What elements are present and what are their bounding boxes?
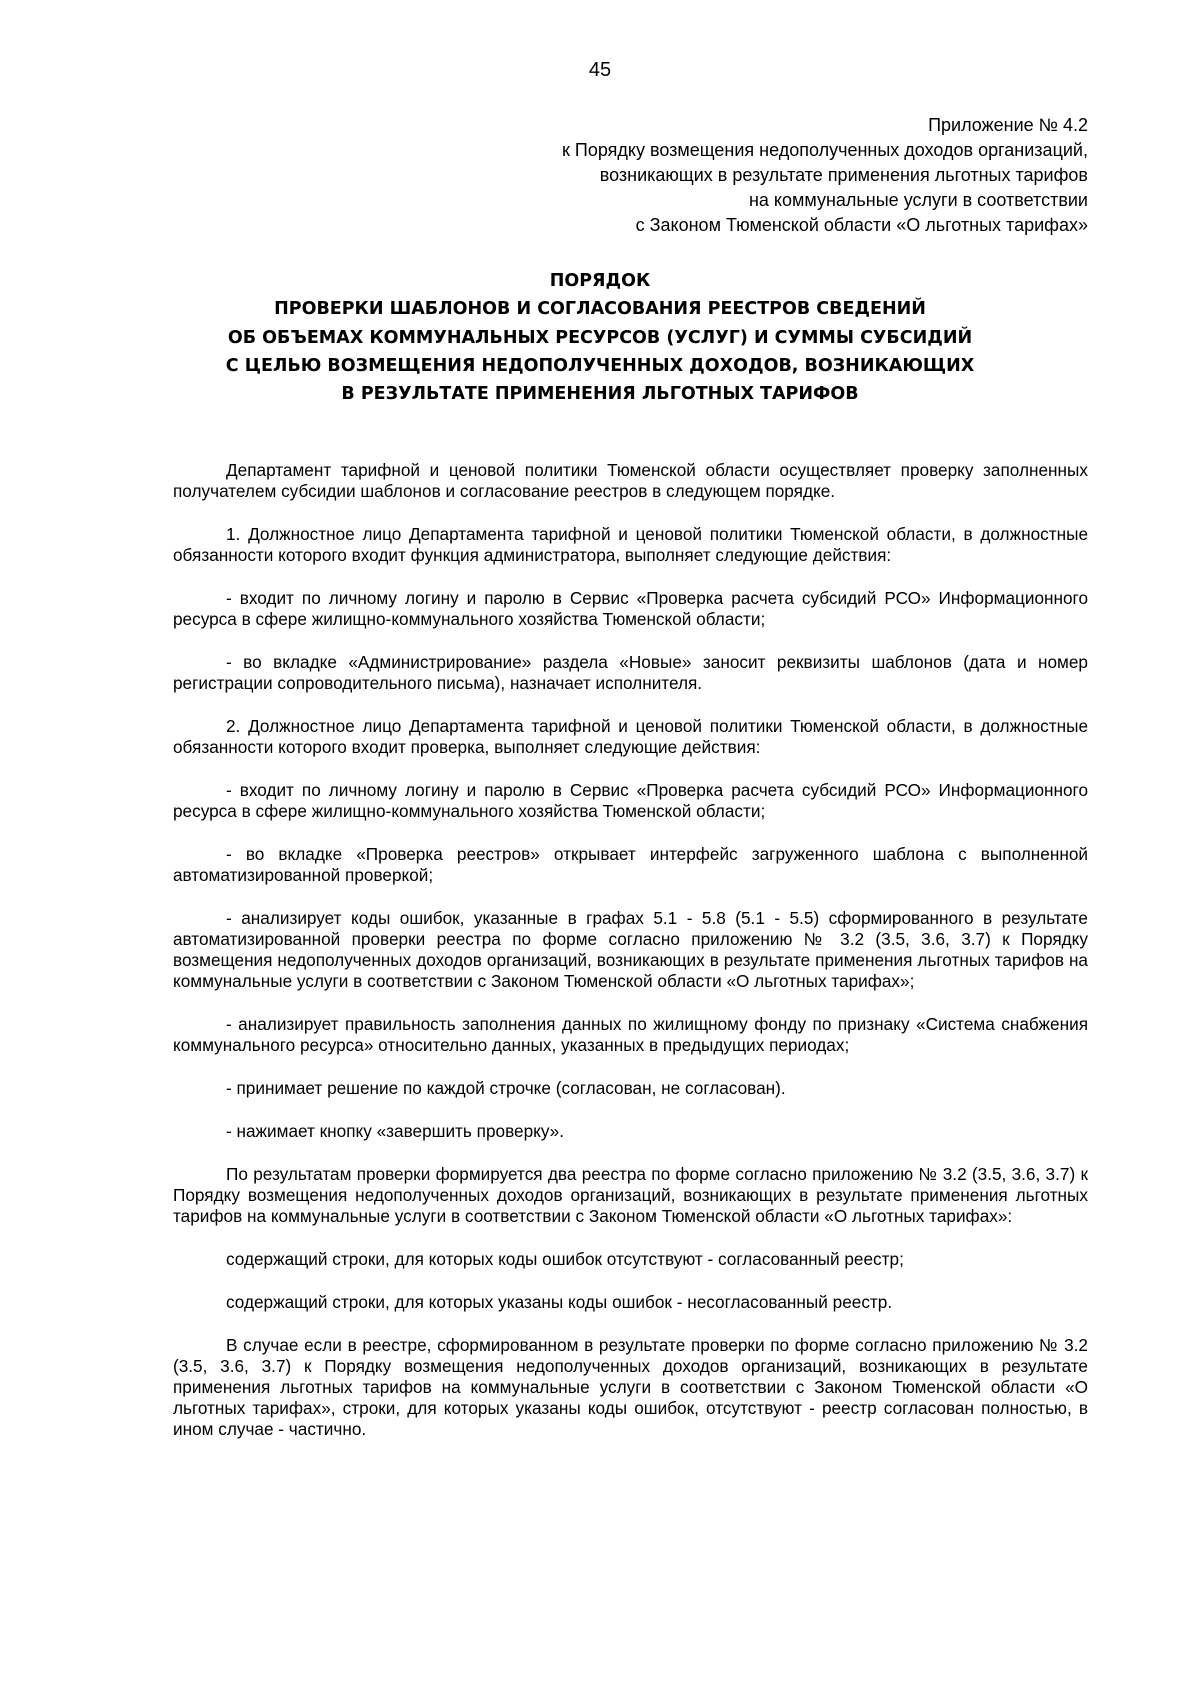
title-line: ПОРЯДОК — [549, 271, 651, 291]
appendix-reference — [328, 113, 1088, 238]
paragraph-registry-approved: содержащий строки, для которых коды ошибок отсутствуют - согласованный реестр; — [226, 1249, 904, 1269]
title-line: ОБ ОБЪЕМАХ КОММУНАЛЬНЫХ РЕСУРСОВ (УСЛУГ) И СУММЫ СУБСИДИЙ — [227, 327, 973, 348]
paragraph-item-1: 1. Должностное лицо Департамента тарифной и ценовой политики Тюменской области, в должностные обязанности которого входит функция администратора, выполняет следующие действия: — [173, 524, 1088, 565]
appendix-line: с Законом Тюменской области «О льготных тарифах» — [635, 215, 1088, 235]
title-line: ПРОВЕРКИ ШАБЛОНОВ И СОГЛАСОВАНИЯ РЕЕСТРОВ СВЕДЕНИЙ — [274, 299, 926, 320]
appendix-line: Приложение № 4.2 — [928, 115, 1088, 135]
paragraph-item-2: 2. Должностное лицо Департамента тарифной и ценовой политики Тюменской области, в должностные обязанности которого входит проверка, выполняет следующие действия: — [173, 716, 1088, 757]
title-line: С ЦЕЛЬЮ ВОЗМЕЩЕНИЯ НЕДОПОЛУЧЕННЫХ ДОХОДОВ, ВОЗНИКАЮЩИХ — [225, 355, 975, 376]
document-title — [150, 267, 1050, 408]
appendix-line: возникающих в результате применения льготных тарифов — [599, 165, 1088, 185]
appendix-line: к Порядку возмещения недополученных доходов организаций, — [562, 140, 1088, 160]
paragraph-results: По результатам проверки формируется два реестра по форме согласно приложению № 3.2 (3.5, 3.6, 3.7) к Порядку возмещения недополученных доходов организаций, возникающих в результате применения льготных тарифов на коммунальные услуги в соответствии с Законом Тюменской области «О льготных тарифах»: — [173, 1164, 1088, 1226]
paragraph-step: - входит по личному логину и паролю в Сервис «Проверка расчета субсидий РСО» Информационного ресурса в сфере жилищно-коммунального хозяйства Тюменской области; — [173, 588, 1088, 629]
paragraph-step: - нажимает кнопку «завершить проверку». — [226, 1121, 564, 1141]
title-line: В РЕЗУЛЬТАТЕ ПРИМЕНЕНИЯ ЛЬГОТНЫХ ТАРИФОВ — [341, 384, 859, 405]
paragraph-step: - анализирует правильность заполнения данных по жилищному фонду по признаку «Система снабжения коммунального ресурса» относительно данных, указанных в предыдущих периодах; — [173, 1014, 1088, 1055]
paragraph-step: - анализирует коды ошибок, указанные в графах 5.1 - 5.8 (5.1 - 5.5) сформированного в результате автоматизированной проверки реестра по форме согласно приложению № 3.2 (3.5, 3.6, 3.7) к Порядку возмещения недополученных доходов организаций, возникающих в результате применения льготных тарифов на коммунальные услуги в соответствии с Законом Тюменской области «О льготных тарифах»; — [173, 908, 1088, 991]
paragraph-step: - во вкладке «Проверка реестров» открывает интерфейс загруженного шаблона с выполненной автоматизированной проверкой; — [173, 844, 1088, 885]
paragraph-step: - принимает решение по каждой строчке (согласован, не согласован). — [226, 1078, 786, 1098]
paragraph-step: - входит по личному логину и паролю в Сервис «Проверка расчета субсидий РСО» Информационного ресурса в сфере жилищно-коммунального хозяйства Тюменской области; — [173, 780, 1088, 821]
document-body — [173, 460, 1088, 1462]
paragraph-conclusion: В случае если в реестре, сформированном в результате проверки по форме согласно приложению № 3.2 (3.5, 3.6, 3.7) к Порядку возмещения недополученных доходов организаций, возникающих в результате применения льготных тарифов на коммунальные услуги в соответствии с Законом Тюменской области «О льготных тарифах», строки, для которых указаны коды ошибок, отсутствуют - реестр согласован полностью, в ином случае - частично. — [173, 1335, 1088, 1439]
appendix-line: на коммунальные услуги в соответствии — [748, 190, 1088, 210]
paragraph-step: - во вкладке «Администрирование» раздела «Новые» заносит реквизиты шаблонов (дата и номер регистрации сопроводительного письма), назначает исполнителя. — [173, 652, 1088, 693]
page-number: 45 — [588, 59, 612, 81]
paragraph-intro: Департамент тарифной и ценовой политики Тюменской области осуществляет проверку заполненных получателем субсидии шаблонов и согласование реестров в следующем порядке. — [173, 460, 1088, 501]
paragraph-registry-rejected: содержащий строки, для которых указаны коды ошибок - несогласованный реестр. — [226, 1292, 893, 1312]
